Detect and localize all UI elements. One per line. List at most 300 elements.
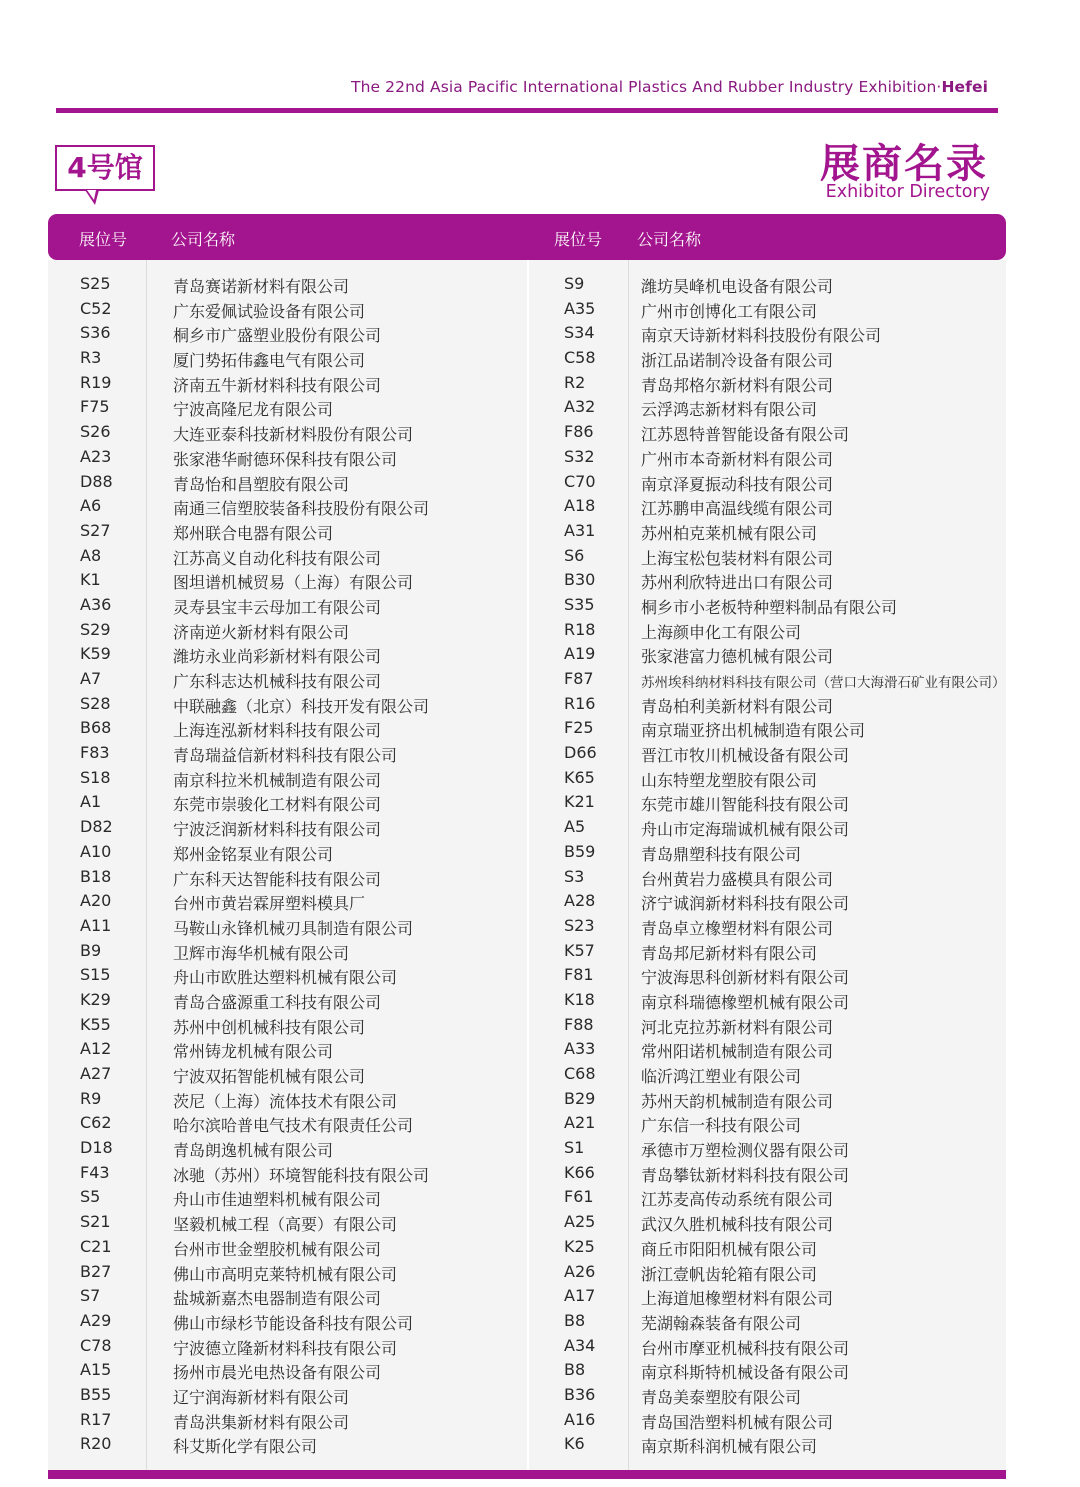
company-name: 青岛怡和昌塑胶有限公司 — [173, 474, 350, 494]
booth-number: A6 — [80, 496, 102, 516]
booth-number: C58 — [564, 348, 596, 368]
company-name: 上海颜申化工有限公司 — [641, 622, 802, 642]
booth-number: A35 — [564, 298, 596, 318]
booth-number: R18 — [564, 619, 596, 639]
booth-number: D82 — [80, 817, 113, 837]
booth-number: F88 — [564, 1014, 594, 1034]
company-name: 台州黄岩力盛模具有限公司 — [641, 869, 834, 889]
booth-number: A21 — [564, 1113, 596, 1133]
table-row — [0, 1062, 527, 1087]
company-name: 南京瑞亚挤出机械制造有限公司 — [641, 721, 866, 741]
table-row — [529, 741, 1080, 766]
booth-number: C68 — [564, 1064, 596, 1083]
table-row — [0, 1284, 527, 1309]
table-row — [0, 766, 527, 791]
table-row — [529, 889, 1080, 914]
booth-number: D88 — [80, 471, 113, 491]
booth-number: K1 — [80, 570, 101, 590]
table-row — [0, 494, 527, 519]
booth-number: A10 — [80, 841, 112, 861]
company-name: 潍坊昊峰机电设备有限公司 — [641, 277, 834, 296]
booth-number: R2 — [564, 372, 586, 392]
table-row — [0, 716, 527, 741]
company-name: 冰驰（苏州）环境智能科技有限公司 — [173, 1165, 430, 1185]
company-name: 东莞市雄川智能科技有限公司 — [641, 795, 850, 815]
table-row — [529, 1260, 1080, 1285]
table-row — [529, 1383, 1080, 1408]
table-row — [529, 840, 1080, 865]
booth-number: A18 — [564, 496, 596, 516]
company-name: 常州阳诺机械制造有限公司 — [641, 1042, 834, 1062]
table-row — [529, 346, 1080, 371]
booth-number: R9 — [80, 1088, 102, 1108]
booth-number: A33 — [564, 1039, 596, 1059]
booth-number: K57 — [564, 940, 595, 960]
booth-number: S27 — [80, 520, 111, 540]
booth-number: A19 — [564, 644, 596, 664]
booth-number: F43 — [80, 1162, 110, 1182]
booth-number: A32 — [564, 397, 596, 417]
booth-number: C70 — [564, 471, 596, 491]
table-row — [529, 1210, 1080, 1235]
table-row — [529, 1087, 1080, 1112]
booth-number: S6 — [564, 545, 585, 565]
exhibition-city: Hefei — [941, 78, 988, 96]
table-row — [0, 692, 527, 717]
table-row — [529, 272, 1080, 297]
company-name: 东莞市崇骏化工材料有限公司 — [173, 795, 382, 815]
table-row — [0, 1013, 527, 1038]
company-name: 青岛卓立橡塑材料有限公司 — [641, 918, 834, 938]
header-rule — [56, 108, 998, 113]
company-name: 大连亚泰科技新材料股份有限公司 — [173, 425, 414, 445]
table-row — [529, 988, 1080, 1013]
table-row — [0, 1087, 527, 1112]
company-name: 桐乡市广盛塑业股份有限公司 — [173, 326, 382, 346]
table-row — [0, 297, 527, 322]
company-name: 苏州天韵机械制造有限公司 — [641, 1091, 834, 1111]
company-name: 承德市万塑检测仪器有限公司 — [641, 1141, 850, 1161]
company-name: 广州市本奇新材料有限公司 — [641, 449, 834, 469]
table-row — [529, 593, 1080, 618]
footer-bar — [48, 1470, 1006, 1479]
booth-number: F86 — [564, 422, 594, 442]
table-row — [529, 1358, 1080, 1383]
company-name: 灵寿县宝丰云母加工有限公司 — [173, 597, 382, 617]
company-name: 济南五牛新材料科技有限公司 — [173, 375, 382, 395]
company-name: 宁波泛润新材料科技有限公司 — [173, 820, 382, 840]
booth-number: A15 — [80, 1360, 112, 1380]
title-separator: · — [936, 78, 942, 96]
table-row — [0, 321, 527, 346]
company-name: 南京科斯特机械设备有限公司 — [641, 1363, 850, 1383]
company-name: 广州市创博化工有限公司 — [641, 301, 818, 321]
table-row — [0, 865, 527, 890]
table-row — [529, 1284, 1080, 1309]
booth-number: A17 — [564, 1286, 596, 1306]
company-name: 厦门势拓伟鑫电气有限公司 — [173, 351, 366, 371]
table-row — [0, 790, 527, 815]
table-row — [529, 1111, 1080, 1136]
booth-number: F61 — [564, 1187, 594, 1207]
company-name: 青岛美泰塑胶有限公司 — [641, 1387, 802, 1407]
company-name: 郑州联合电器有限公司 — [173, 523, 334, 543]
company-name: 晋江市牧川机械设备有限公司 — [641, 746, 850, 766]
table-row — [0, 840, 527, 865]
company-name: 苏州利欣特进出口有限公司 — [641, 573, 834, 593]
table-row — [0, 420, 527, 445]
table-row — [0, 272, 527, 297]
table-row — [529, 642, 1080, 667]
table-row — [529, 1432, 1080, 1457]
booth-number: S1 — [564, 1138, 585, 1158]
table-row — [529, 914, 1080, 939]
table-row — [529, 1334, 1080, 1359]
booth-number: K66 — [564, 1162, 595, 1182]
booth-number: S9 — [564, 274, 585, 293]
booth-number: K21 — [564, 792, 595, 812]
table-row — [0, 1260, 527, 1285]
booth-number: D66 — [564, 743, 597, 763]
table-row — [529, 445, 1080, 470]
booth-number: R20 — [80, 1434, 112, 1454]
booth-number: K65 — [564, 767, 595, 787]
company-name: 商丘市阳阳机械有限公司 — [641, 1239, 818, 1259]
table-row — [0, 1235, 527, 1260]
company-name: 台州市摩亚机械科技有限公司 — [641, 1338, 850, 1358]
booth-number: A8 — [80, 545, 102, 565]
directory-title-en: Exhibitor Directory — [825, 182, 990, 202]
company-name: 苏州柏克莱机械有限公司 — [641, 523, 818, 543]
company-name: 江苏高义自动化科技有限公司 — [173, 548, 382, 568]
company-name: 张家港富力德机械有限公司 — [641, 647, 834, 667]
exhibition-title-text: The 22nd Asia Pacific International Plastics And Rubber Industry Exhibition — [351, 78, 937, 96]
table-row — [529, 815, 1080, 840]
table-row — [0, 1334, 527, 1359]
booth-number: K55 — [80, 1014, 111, 1034]
company-name: 河北克拉苏新材料有限公司 — [641, 1017, 834, 1037]
table-row — [529, 1062, 1080, 1087]
company-name: 广东科天达智能科技有限公司 — [173, 869, 382, 889]
table-row — [529, 716, 1080, 741]
booth-number: R16 — [564, 693, 596, 713]
booth-number: K6 — [564, 1434, 585, 1454]
booth-number: A34 — [564, 1335, 596, 1355]
left-exhibitor-list — [0, 272, 527, 1457]
table-row — [0, 470, 527, 495]
company-name: 宁波德立隆新材料科技有限公司 — [173, 1338, 398, 1358]
company-name: 南京泽夏振动科技有限公司 — [641, 474, 834, 494]
booth-number: S15 — [80, 965, 111, 985]
booth-number: F75 — [80, 397, 110, 417]
company-name: 舟山市佳迪塑料机械有限公司 — [173, 1190, 382, 1210]
company-name: 浙江壹帆齿轮箱有限公司 — [641, 1264, 818, 1284]
booth-number: C62 — [80, 1113, 112, 1133]
company-name: 临沂鸿江塑业有限公司 — [641, 1067, 802, 1086]
table-row — [0, 1111, 527, 1136]
booth-number: A36 — [80, 594, 112, 614]
company-name: 张家港华耐德环保科技有限公司 — [173, 449, 398, 469]
company-name: 青岛邦尼新材料有限公司 — [641, 943, 818, 963]
table-row — [0, 371, 527, 396]
company-name: 广东爱佩试验设备有限公司 — [173, 301, 366, 321]
table-row — [529, 618, 1080, 643]
booth-number: F25 — [564, 718, 594, 738]
booth-number: F83 — [80, 743, 110, 763]
company-name: 广东信一科技有限公司 — [641, 1116, 802, 1136]
company-name: 江苏麦高传动系统有限公司 — [641, 1190, 834, 1210]
table-row — [529, 692, 1080, 717]
booth-number: B8 — [564, 1310, 586, 1330]
company-name: 江苏恩特普智能设备有限公司 — [641, 425, 850, 445]
company-name: 青岛鼎塑科技有限公司 — [641, 844, 802, 864]
booth-number: C52 — [80, 298, 112, 318]
table-row — [0, 544, 527, 569]
table-row — [529, 790, 1080, 815]
table-row — [529, 1235, 1080, 1260]
company-name: 上海道旭橡塑材料有限公司 — [641, 1289, 834, 1309]
company-name: 青岛朗逸机械有限公司 — [173, 1141, 334, 1161]
company-name: 扬州市晨光电热设备有限公司 — [173, 1363, 382, 1383]
company-name: 苏州中创机械科技有限公司 — [173, 1017, 366, 1037]
header-company-left: 公司名称 — [171, 230, 236, 249]
booth-number: S34 — [564, 323, 595, 343]
table-row — [0, 1358, 527, 1383]
company-name: 苏州埃科纳材料科技有限公司（营口大海滑石矿业有限公司） — [641, 675, 1006, 691]
table-row — [529, 371, 1080, 396]
company-name: 南京天诗新材料科技股份有限公司 — [641, 326, 882, 346]
booth-number: R19 — [80, 372, 112, 392]
table-row — [529, 395, 1080, 420]
booth-number: A16 — [564, 1409, 596, 1429]
table-row — [0, 1309, 527, 1334]
booth-number: S18 — [80, 767, 111, 787]
company-name: 潍坊永业尚彩新材料有限公司 — [173, 647, 382, 667]
booth-number: D18 — [80, 1138, 113, 1158]
company-name: 桐乡市小老板特种塑料制品有限公司 — [641, 597, 898, 617]
company-name: 常州铸龙机械有限公司 — [173, 1042, 334, 1062]
company-name: 盐城新嘉杰电器制造有限公司 — [173, 1289, 382, 1309]
booth-number: B68 — [80, 718, 112, 738]
company-name: 上海宝松包装材料有限公司 — [641, 548, 834, 568]
table-row — [529, 1013, 1080, 1038]
company-name: 芜湖翰森装备有限公司 — [641, 1313, 802, 1333]
booth-number: B18 — [80, 866, 112, 886]
booth-number: B29 — [564, 1088, 596, 1108]
table-row — [0, 1408, 527, 1433]
booth-number: S3 — [564, 866, 585, 886]
booth-number: A23 — [80, 446, 112, 466]
table-row — [0, 593, 527, 618]
company-name: 青岛攀钛新材料科技有限公司 — [641, 1165, 850, 1185]
booth-number: B9 — [80, 940, 102, 960]
table-header — [48, 214, 1006, 260]
company-name: 宁波海思科创新材料有限公司 — [641, 968, 850, 988]
booth-number: B59 — [564, 841, 596, 861]
table-row — [0, 1136, 527, 1161]
company-name: 青岛柏利美新材料有限公司 — [641, 696, 834, 716]
table-row — [529, 1136, 1080, 1161]
booth-number: C78 — [80, 1335, 112, 1355]
booth-number: S29 — [80, 619, 111, 639]
booth-number: A26 — [564, 1261, 596, 1281]
table-row — [0, 346, 527, 371]
table-row — [0, 618, 527, 643]
company-name: 青岛瑞益信新材料科技有限公司 — [173, 746, 398, 766]
exhibition-title — [351, 78, 988, 96]
booth-number: B36 — [564, 1384, 596, 1404]
company-name: 南京斯科润机械有限公司 — [641, 1437, 818, 1457]
company-name: 台州市世金塑胶机械有限公司 — [173, 1239, 382, 1259]
company-name: 佛山市绿杉节能设备科技有限公司 — [173, 1313, 414, 1333]
booth-number: S25 — [80, 274, 111, 293]
header-company-right: 公司名称 — [637, 230, 702, 249]
company-name: 佛山市高明克莱特机械有限公司 — [173, 1264, 398, 1284]
booth-number: A27 — [80, 1064, 112, 1083]
company-name: 青岛国浩塑料机械有限公司 — [641, 1412, 834, 1432]
table-row — [0, 667, 527, 692]
table-row — [529, 519, 1080, 544]
table-row — [529, 963, 1080, 988]
booth-number: A20 — [80, 891, 112, 911]
table-row — [529, 321, 1080, 346]
company-name: 南京科拉米机械制造有限公司 — [173, 770, 382, 790]
company-name: 青岛赛诺新材料有限公司 — [173, 277, 350, 296]
company-name: 江苏鹏申高温线缆有限公司 — [641, 499, 834, 519]
company-name: 舟山市欧胜达塑料机械有限公司 — [173, 968, 398, 988]
table-row — [0, 1432, 527, 1457]
table-row — [529, 420, 1080, 445]
table-row — [529, 494, 1080, 519]
booth-number: A12 — [80, 1039, 112, 1059]
booth-number: S23 — [564, 915, 595, 935]
table-row — [0, 1210, 527, 1235]
company-name: 台州市黄岩霖屏塑料模具厂 — [173, 894, 366, 914]
table-row — [0, 741, 527, 766]
table-row — [0, 963, 527, 988]
booth-number: S35 — [564, 594, 595, 614]
table-row — [0, 1037, 527, 1062]
table-row — [0, 1383, 527, 1408]
table-row — [0, 642, 527, 667]
booth-number: R17 — [80, 1409, 112, 1429]
booth-number: C21 — [80, 1236, 112, 1256]
table-row — [0, 889, 527, 914]
booth-number: S7 — [80, 1286, 101, 1306]
table-row — [529, 1185, 1080, 1210]
company-name: 宁波高隆尼龙有限公司 — [173, 400, 334, 420]
booth-number: S26 — [80, 422, 111, 442]
header-booth-right: 展位号 — [554, 230, 603, 249]
table-row — [0, 914, 527, 939]
company-name: 图坦谱机械贸易（上海）有限公司 — [173, 573, 414, 593]
booth-number: B8 — [564, 1360, 586, 1380]
company-name: 浙江品诺制冷设备有限公司 — [641, 351, 834, 371]
booth-number: S21 — [80, 1212, 111, 1232]
company-name: 南通三信塑胶装备科技股份有限公司 — [173, 499, 430, 519]
table-row — [0, 1185, 527, 1210]
booth-number: A11 — [80, 915, 112, 935]
booth-number: B27 — [80, 1261, 112, 1281]
table-row — [529, 766, 1080, 791]
hall-label: 4号馆 — [67, 151, 143, 184]
company-name: 山东特塑龙塑胶有限公司 — [641, 770, 818, 790]
booth-number: B30 — [564, 570, 596, 590]
company-name: 卫辉市海华机械有限公司 — [173, 943, 350, 963]
booth-number: A5 — [564, 817, 586, 837]
table-row — [0, 445, 527, 470]
booth-number: A7 — [80, 669, 102, 688]
company-name: 青岛洪集新材料有限公司 — [173, 1412, 350, 1432]
table-row — [0, 988, 527, 1013]
header-booth-left: 展位号 — [79, 230, 128, 249]
company-name: 郑州金铭泵业有限公司 — [173, 844, 334, 864]
company-name: 宁波双拓智能机械有限公司 — [173, 1067, 366, 1086]
table-row — [529, 568, 1080, 593]
company-name: 济南逆火新材料有限公司 — [173, 622, 350, 642]
table-row — [529, 939, 1080, 964]
table-row — [0, 395, 527, 420]
booth-number: K29 — [80, 989, 111, 1009]
booth-number: A31 — [564, 520, 596, 540]
booth-number: A29 — [80, 1310, 112, 1330]
table-row — [529, 1408, 1080, 1433]
company-name: 武汉久胜机械科技有限公司 — [641, 1215, 834, 1235]
booth-number: K59 — [80, 644, 111, 664]
booth-number: K25 — [564, 1236, 595, 1256]
company-name: 上海连泓新材料科技有限公司 — [173, 721, 382, 741]
table-row — [0, 939, 527, 964]
company-name: 青岛邦格尔新材料有限公司 — [641, 375, 834, 395]
booth-number: S28 — [80, 693, 111, 713]
company-name: 南京科瑞德橡塑机械有限公司 — [641, 992, 850, 1012]
table-row — [0, 815, 527, 840]
booth-number: A25 — [564, 1212, 596, 1232]
table-row — [529, 667, 1080, 692]
booth-number: A28 — [564, 891, 596, 911]
company-name: 科艾斯化学有限公司 — [173, 1437, 318, 1457]
company-name: 云浮鸿志新材料有限公司 — [641, 400, 818, 420]
table-row — [529, 1037, 1080, 1062]
table-row — [529, 1309, 1080, 1334]
hall-badge — [55, 145, 155, 191]
company-name: 广东科志达机械科技有限公司 — [173, 672, 382, 691]
table-row — [529, 865, 1080, 890]
table-row — [0, 519, 527, 544]
company-name: 青岛合盛源重工科技有限公司 — [173, 992, 382, 1012]
right-exhibitor-list — [529, 272, 1080, 1457]
booth-number: S36 — [80, 323, 111, 343]
table-row — [529, 544, 1080, 569]
booth-number: S32 — [564, 446, 595, 466]
table-row — [529, 297, 1080, 322]
company-name: 舟山市定海瑞诚机械有限公司 — [641, 820, 850, 840]
company-name: 辽宁润海新材料有限公司 — [173, 1387, 350, 1407]
company-name: 济宁诚润新材料科技有限公司 — [641, 894, 850, 914]
booth-number: B55 — [80, 1384, 112, 1404]
company-name: 茨尼（上海）流体技术有限公司 — [173, 1091, 398, 1111]
table-row — [529, 1161, 1080, 1186]
company-name: 坚毅机械工程（高要）有限公司 — [173, 1215, 398, 1235]
table-row — [0, 1161, 527, 1186]
booth-number: S5 — [80, 1187, 101, 1207]
table-row — [0, 568, 527, 593]
booth-number: K18 — [564, 989, 595, 1009]
booth-number: R3 — [80, 348, 102, 368]
company-name: 中联融鑫（北京）科技开发有限公司 — [173, 696, 430, 716]
company-name: 哈尔滨哈普电气技术有限责任公司 — [173, 1116, 414, 1136]
directory-title-cn: 展商名录 — [820, 141, 988, 187]
